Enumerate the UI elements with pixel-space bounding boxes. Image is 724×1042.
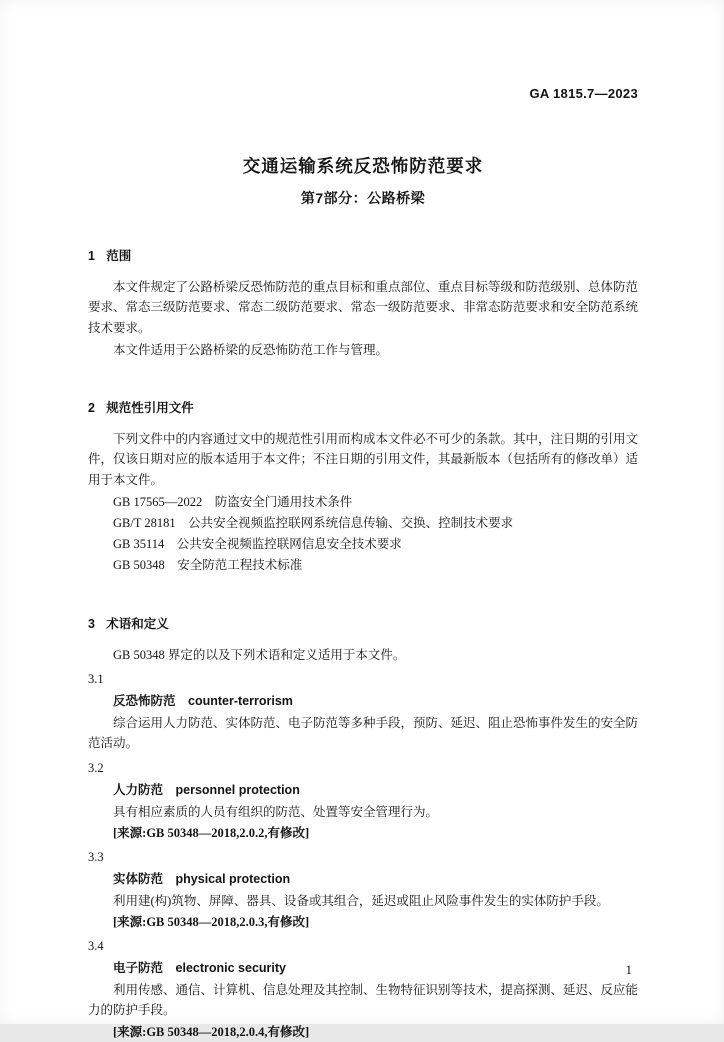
section-2-title: 规范性引用文件 [106,401,194,415]
term-definition: 利用传感、通信、计算机、信息处理及其控制、生物特征识别等技术，提高探测、延迟、反应能力的防护手段。 [88,983,639,1018]
document-subtitle: 第7部分：公路桥梁 [300,190,426,206]
section-1-heading [88,246,638,264]
term-title-line [88,869,638,889]
term-definition: 综合运用人力防范、实体防范、电子防范等多种手段，预防、延迟、阻止恐怖事件发生的安全防范活动。 [88,716,639,751]
term-name-en: physical protection [175,871,291,886]
section-2-heading [88,398,638,416]
reference-code: GB 50348 [113,557,165,572]
term-entry [88,758,638,843]
standard-number: GA 1815.7—2023 [529,86,638,101]
reference-code: GB 35114 [113,536,165,551]
term-definition: 利用建(构)筑物、屏障、器具、设备或其组合，延迟或阻止风险事件发生的实体防护手段。 [113,893,609,908]
section-1-title: 范围 [106,249,132,263]
reference-title: 安全防范工程技术标准 [177,557,303,572]
section-3-title: 术语和定义 [106,616,169,631]
document-title: 交通运输系统反恐怖防范要求 [242,156,484,176]
section-1-paragraph-1: 本文件规定了公路桥梁反恐怖防范的重点目标和重点部位、重点目标等级和防范级别、总体防范要求、常态三级防范要求、常态二级防范要求、常态一级防范要求、非常态防范要求和安全防范系统技术要求。 [88,280,639,335]
term-name-zh: 人力防范 [113,782,164,797]
section-2-paragraph-1: 下列文件中的内容通过文中的规范性引用而构成本文件必不可少的条款。其中，注日期的引用文件，仅该日期对应的版本适用于本文件；不注日期的引用文件，其最新版本（包括所有的修改单）适用于本文件。 [88,432,639,487]
term-source: [来源:GB 50348—2018,2.0.2,有修改] [113,825,310,840]
reference-title: 公共安全视频监控联网信息安全技术要求 [176,536,402,551]
reference-code: GB 17565—2022 [113,494,203,509]
section-1-number: 1 [88,249,95,263]
page-number: 1 [625,962,632,977]
term-number: 3.1 [88,672,104,686]
reference-code: GB/T 28181 [113,515,176,530]
section-3-number: 3 [88,616,95,631]
term-name-zh: 实体防范 [113,871,164,886]
term-number: 3.3 [88,849,104,864]
term-entry [88,847,638,932]
term-source: [来源:GB 50348—2018,2.0.3,有修改] [113,915,310,929]
reference-item [88,492,638,513]
term-entry [88,936,638,1042]
reference-item [88,555,638,576]
section-1-paragraph-2: 本文件适用于公路桥梁的反恐怖防范工作与管理。 [113,342,389,357]
normative-references-list [88,492,638,576]
term-name-en: electronic security [175,961,286,975]
section-3-paragraph-1: GB 50348 界定的以及下列术语和定义适用于本文件。 [113,647,406,662]
reference-title: 防盗安全门通用技术条件 [214,494,353,509]
term-number: 3.4 [88,939,104,953]
term-definition: 具有相应素质的人员有组织的防范、处置等安全管理行为。 [113,804,439,819]
term-title-line [88,691,638,711]
term-name-en: personnel protection [175,782,300,797]
section-3-heading [88,614,638,632]
reference-title: 公共安全视频监控联网系统信息传输、交换、控制技术要求 [188,515,514,530]
term-source: [来源:GB 50348—2018,2.0.4,有修改] [113,1024,310,1039]
term-name-en: counter-terrorism [188,694,293,708]
term-title-line [88,780,638,800]
reference-item [88,513,638,534]
term-entry [88,669,638,754]
term-name-zh: 反恐怖防范 [113,694,176,708]
term-title-line [88,958,638,978]
reference-item [88,534,638,555]
term-number: 3.2 [88,760,104,775]
term-name-zh: 电子防范 [113,961,164,975]
section-2-number: 2 [88,401,95,415]
